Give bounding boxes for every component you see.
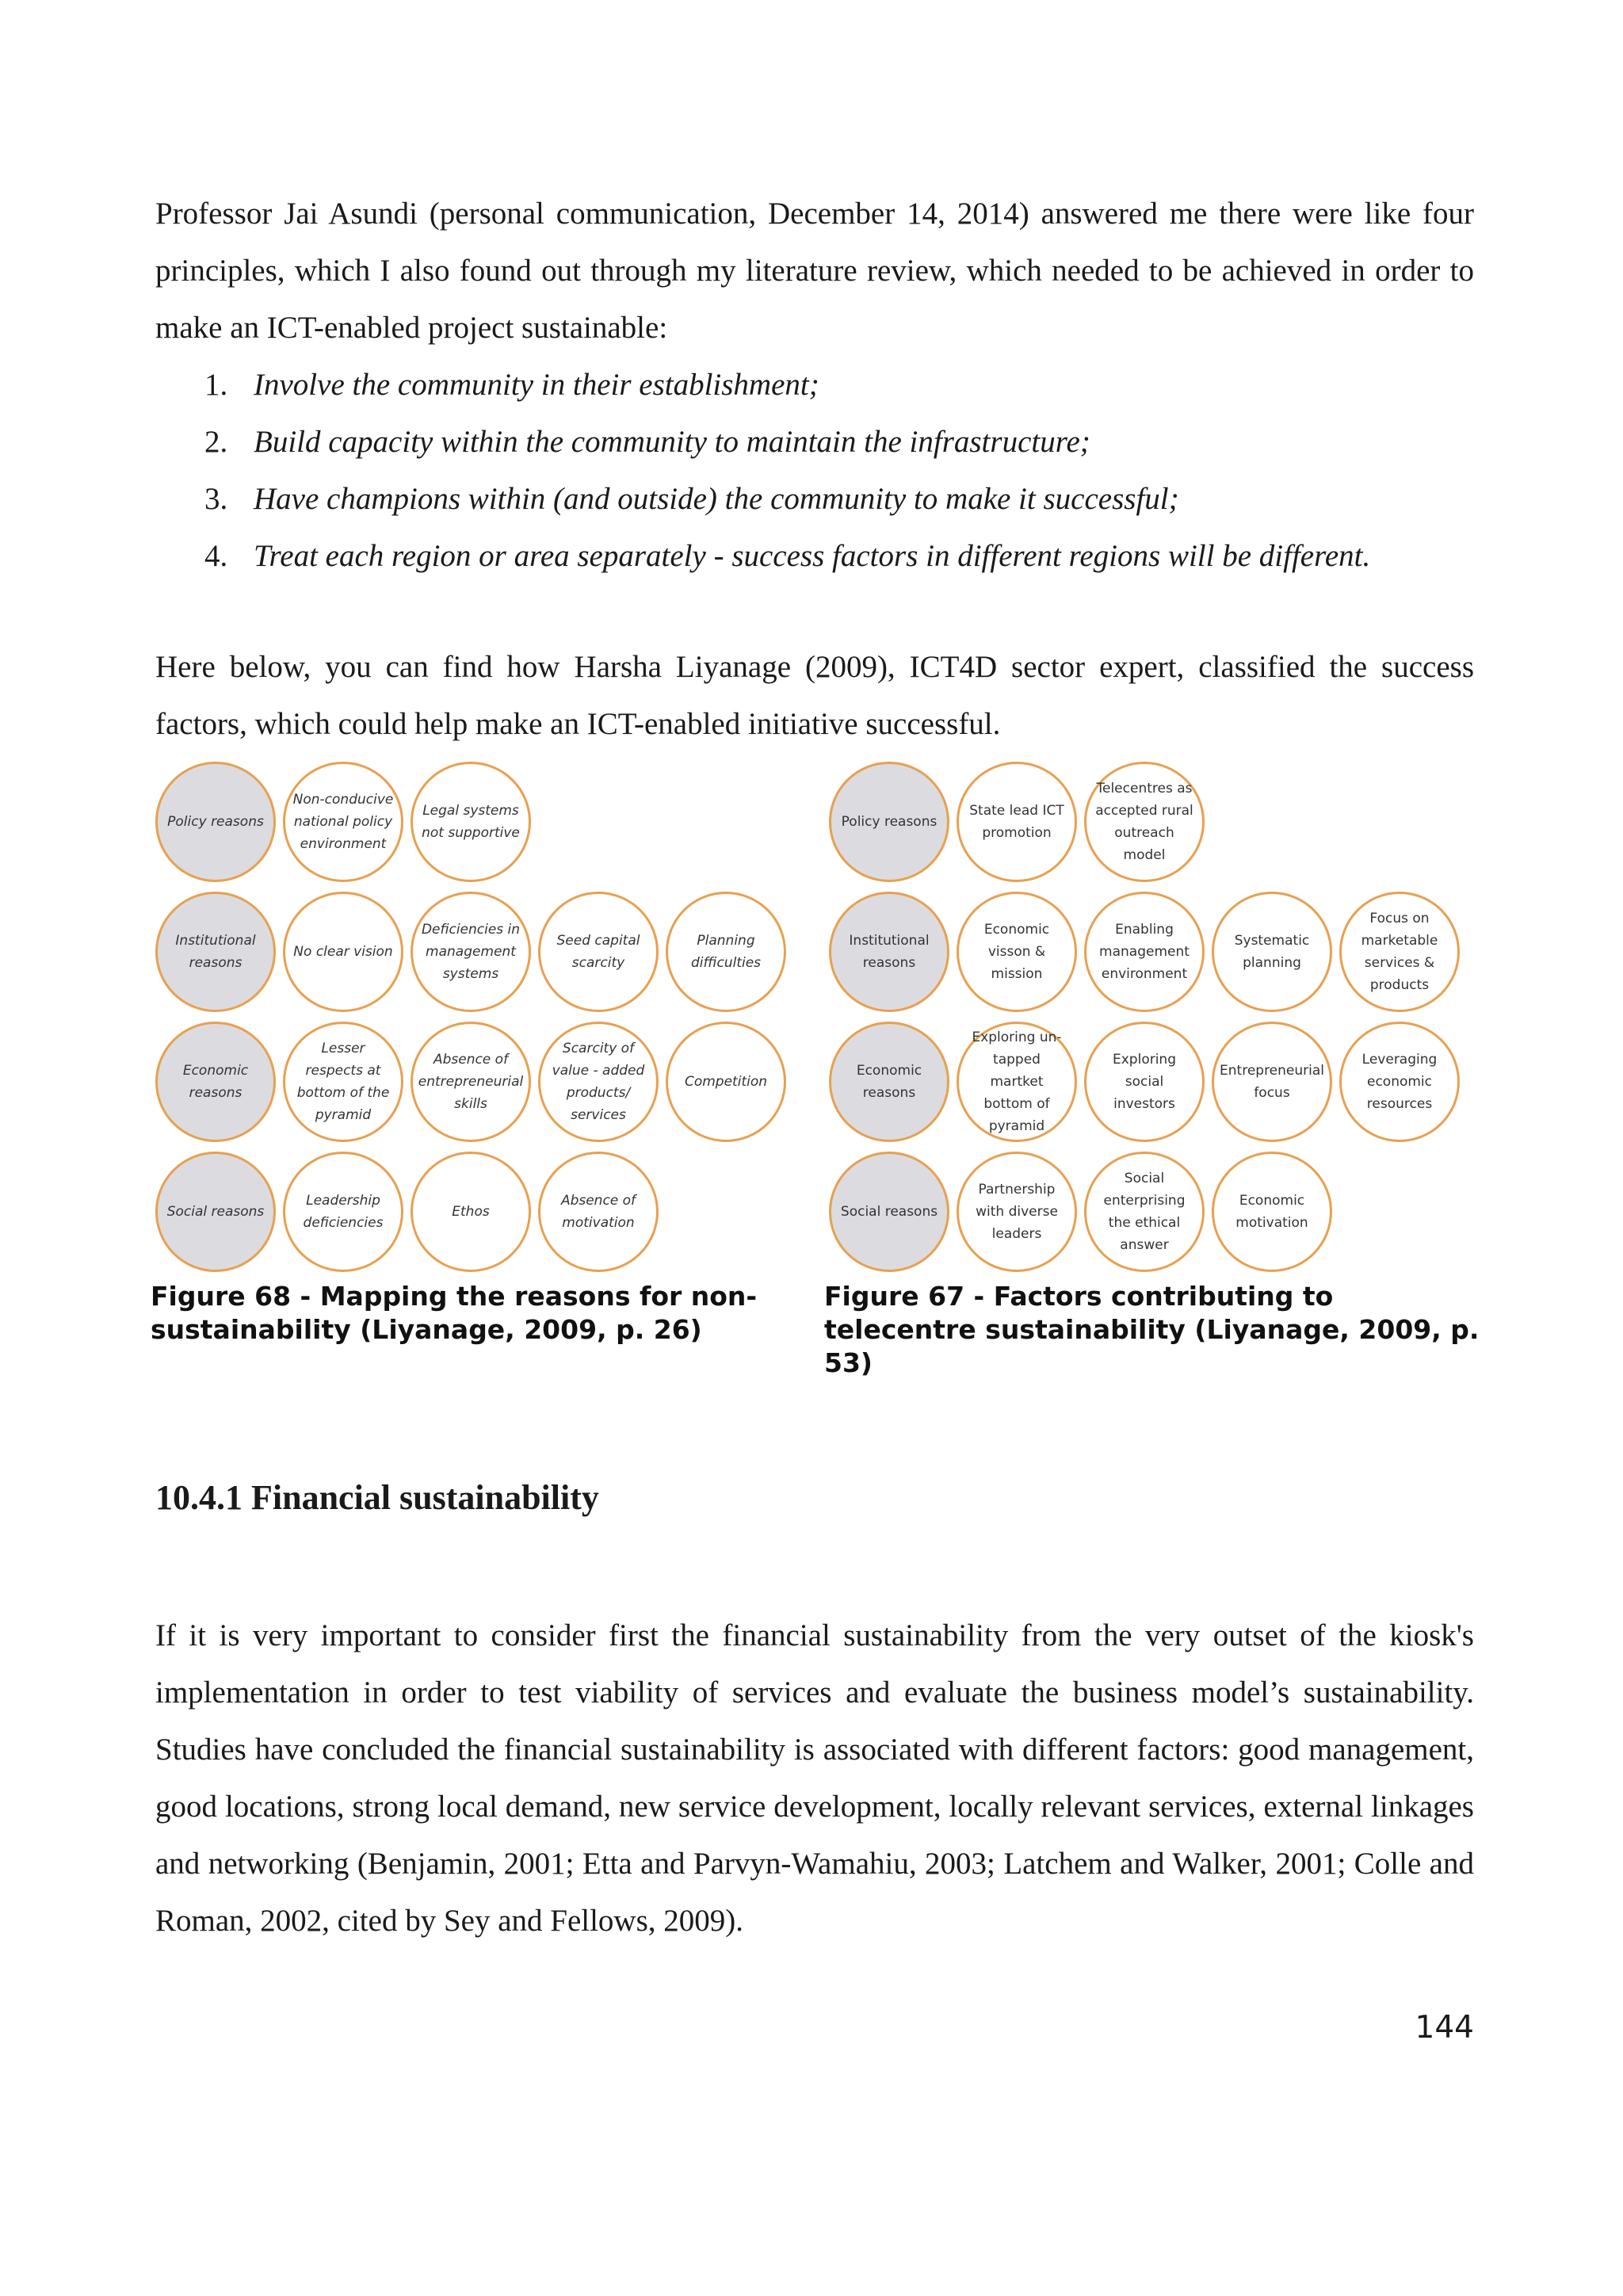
category-bubble [155,762,276,882]
figure-caption: Figure 67 - Factors contributing to telecentre sustainability (Liyanage, 2009, p. 53) [824,1281,1480,1378]
factor-bubble [1212,1152,1332,1272]
principles-list [155,357,1503,585]
factor-bubble [411,1152,531,1272]
bubble-label: Exploring un-tapped martket bottom of pyramid [972,1030,1062,1134]
factor-bubble [538,1022,659,1142]
category-bubble [155,1022,276,1142]
bubble-label: Absence of motivation [560,1193,636,1231]
section-heading: 10.4.1 Financial sustainability [155,1478,599,1517]
factor-bubble [411,1022,531,1142]
bubble-label: Social reasons [166,1204,265,1220]
factor-bubble [1339,892,1460,1012]
bubble-label: Leveraging economic resources [1361,1052,1438,1112]
intro-paragraph-text: Professor Jai Asundi (personal communication, December 14, 2014) answered me there were like four principles, which I also found out through my literature review, which needed to be achieved in order to make an ICT-enabled project sustainable: [155,197,1474,345]
factor-bubble [957,1152,1077,1272]
financial-paragraph [155,1607,1474,1950]
factor-bubble [1212,1022,1332,1142]
bubble-label: Policy reasons [841,814,938,830]
bubble-label: Exploring social investors [1113,1052,1176,1112]
factor-bubble [411,892,531,1012]
intro-paragraph [155,185,1474,357]
factor-bubble [666,892,786,1012]
factor-bubble [957,762,1077,882]
bubble-label: Ethos [452,1204,490,1220]
bubble-label: Economic motivation [1235,1193,1308,1231]
bubble-label: Leadership deficiencies [303,1193,384,1231]
factor-bubble [283,1022,403,1142]
bubble-label: Seed capital scarcity [556,933,640,971]
bubble-label: Economic visson & mission [983,922,1050,982]
principle-item: 1. Involve the community in their establishment; [204,368,819,402]
factor-bubble [283,762,403,882]
bubble-label: Policy reasons [167,814,264,830]
bubble-label: Planning difficulties [690,933,762,971]
factor-bubble [957,1022,1077,1142]
bubble-label: No clear vision [293,944,393,960]
principle-item: 4. Treat each region or area separately - success factors in different regions will be different. [204,539,1371,573]
bubble-label: Economic reasons [182,1063,249,1101]
factor-bubble [1084,1152,1205,1272]
bubble-label: Focus on marketable services & products [1361,911,1438,993]
factor-bubble [283,892,403,1012]
bubble-label: Scarcity of value - added products/ services [552,1041,645,1123]
factor-bubble [538,892,659,1012]
bubble-label: Systematic planning [1234,933,1310,971]
page-number: 144 [1415,2010,1474,2046]
factor-bubble [1084,892,1205,1012]
figure-non-sustainability [151,757,808,1375]
factor-bubble [666,1022,786,1142]
factor-bubble [1084,762,1205,882]
figure-caption: Figure 68 - Mapping the reasons for non-sustainability (Liyanage, 2009, p. 26) [151,1281,758,1345]
bubble-label: Entrepreneurial focus [1220,1063,1324,1101]
category-bubble [829,1022,949,1142]
bubble-label: Institutional reasons [175,933,256,971]
bubble-label: Telecentres as accepted rural outreach model [1095,781,1193,863]
category-bubble [829,892,949,1012]
bubble-label: Legal systems not supportive [422,803,520,841]
category-bubble [829,762,949,882]
factor-bubble [283,1152,403,1272]
bubble-label: Enabling management environment [1099,922,1190,982]
principle-item: 2. Build capacity within the community to maintain the infrastructure; [204,425,1090,459]
bubble-label: Absence of entrepreneurial skills [418,1052,524,1112]
bubble-label: Competition [684,1074,768,1090]
bubble-label: Deficiencies in management systems [421,922,521,982]
factor-bubble [411,762,531,882]
principle-item: 3. Have champions within (and outside) the community to make it successful; [204,482,1179,516]
factor-bubble [538,1152,659,1272]
figure-sustainability-factors [824,757,1482,1391]
bubble-label: Lesser respects at bottom of the pyramid [296,1041,390,1123]
financial-paragraph-text: If it is very important to consider first the financial sustainability from the very outset of the kiosk's implementation in order to test viability of services and evaluate the business model’s sustainability. Studies have concluded the financial sustainability is associated with different factors: good management, good locations, strong local demand, new service development, locally relevant services, external linkages and networking (Benjamin, 2001; Etta and Parvyn-Wamahiu, 2003; Latchem and Walker, 2001; Colle and Roman, 2002, cited by Sey and Fellows, 2009). [155,1618,1474,1938]
bubble-label: State lead ICT promotion [969,803,1064,841]
bubble-label: Social enterprising the ethical answer [1103,1171,1186,1253]
category-bubble [155,1152,276,1272]
factor-bubble [1339,1022,1460,1142]
bubble-label: Economic reasons [856,1063,922,1101]
factor-bubble [957,892,1077,1012]
bubble-diagram [824,757,1482,1280]
factor-bubble [1212,892,1332,1012]
factor-bubble [1084,1022,1205,1142]
bubble-diagram [151,757,808,1280]
liyanage-paragraph-text: Here below, you can find how Harsha Liyanage (2009), ICT4D sector expert, classified the success factors, which could help make an ICT-enabled initiative successful. [155,650,1474,741]
liyanage-paragraph [155,639,1474,753]
bubble-label: Partnership with diverse leaders [976,1182,1058,1242]
category-bubble [829,1152,949,1272]
bubble-label: Social reasons [840,1204,938,1220]
bubble-label: Institutional reasons [849,933,930,971]
category-bubble [155,892,276,1012]
bubble-label: Non-conducive national policy environment [292,792,394,852]
